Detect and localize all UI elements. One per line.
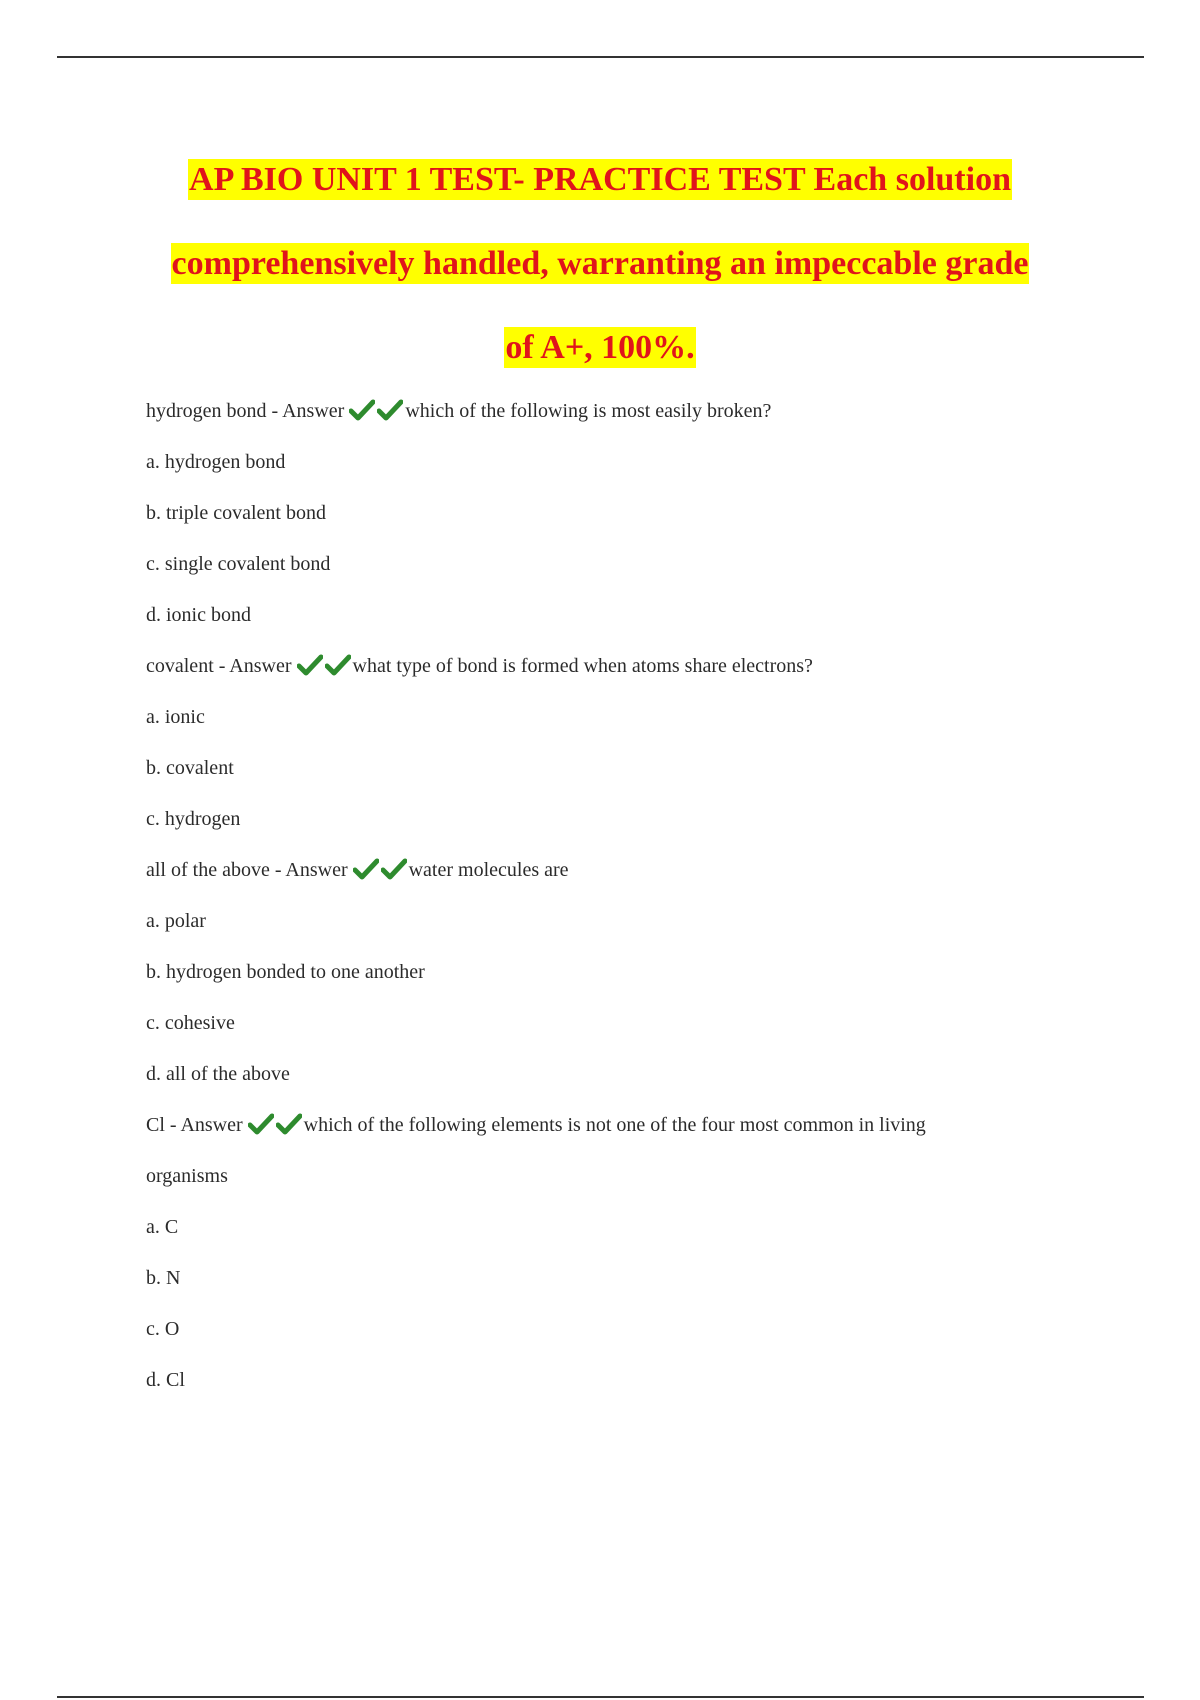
option-item: a. ionic (146, 706, 205, 728)
option-item: c. single covalent bond (146, 553, 331, 575)
title-line-2: comprehensively handled, warranting an impeccable grade (171, 245, 1029, 282)
check-icon (297, 654, 323, 676)
answer-prefix: hydrogen bond - Answer (146, 400, 345, 422)
answer-prefix: all of the above - Answer (146, 859, 348, 881)
option-item: b. covalent (146, 757, 234, 779)
check-icon (377, 399, 403, 421)
answer-prefix: Cl - Answer (146, 1114, 243, 1136)
option-list (146, 908, 1046, 1087)
option-item: c. hydrogen (146, 808, 241, 830)
bottom-rule (57, 1696, 1144, 1698)
question-text: which of the following is most easily broken? (405, 400, 772, 422)
question-line (146, 857, 1046, 883)
title-line-1: AP BIO UNIT 1 TEST- PRACTICE TEST Each solution (189, 161, 1011, 198)
question-text: water molecules are (408, 859, 569, 881)
option-list (146, 704, 1046, 832)
check-icon (248, 1113, 274, 1135)
question-line (146, 653, 1046, 679)
option-item: d. all of the above (146, 1063, 290, 1085)
question-list (146, 398, 1046, 1418)
option-item: d. Cl (146, 1369, 185, 1391)
option-item: b. hydrogen bonded to one another (146, 961, 425, 983)
check-icon (381, 858, 407, 880)
option-item: c. cohesive (146, 1012, 235, 1034)
check-icon (353, 858, 379, 880)
title-line-3: of A+, 100%. (505, 329, 695, 366)
option-item: a. polar (146, 910, 206, 932)
question-text: what type of bond is formed when atoms share electrons? (352, 655, 813, 677)
option-item: c. O (146, 1318, 180, 1340)
document-title (100, 138, 1100, 390)
option-item: b. N (146, 1267, 181, 1289)
option-item: a. C (146, 1216, 179, 1238)
check-icon (276, 1113, 302, 1135)
question-item (146, 653, 1046, 832)
answer-prefix: covalent - Answer (146, 655, 292, 677)
option-list (146, 449, 1046, 628)
question-continuation: organisms (146, 1165, 228, 1187)
check-icon (325, 654, 351, 676)
question-item (146, 857, 1046, 1087)
question-line (146, 1112, 1046, 1138)
top-rule (57, 56, 1144, 58)
option-list (146, 1214, 1046, 1393)
option-item: b. triple covalent bond (146, 502, 326, 524)
check-icon (349, 399, 375, 421)
option-item: d. ionic bond (146, 604, 251, 626)
option-item: a. hydrogen bond (146, 451, 286, 473)
question-item (146, 398, 1046, 628)
question-text: which of the following elements is not one of the four most common in living (303, 1114, 926, 1136)
question-line (146, 398, 1046, 424)
question-item (146, 1112, 1046, 1393)
